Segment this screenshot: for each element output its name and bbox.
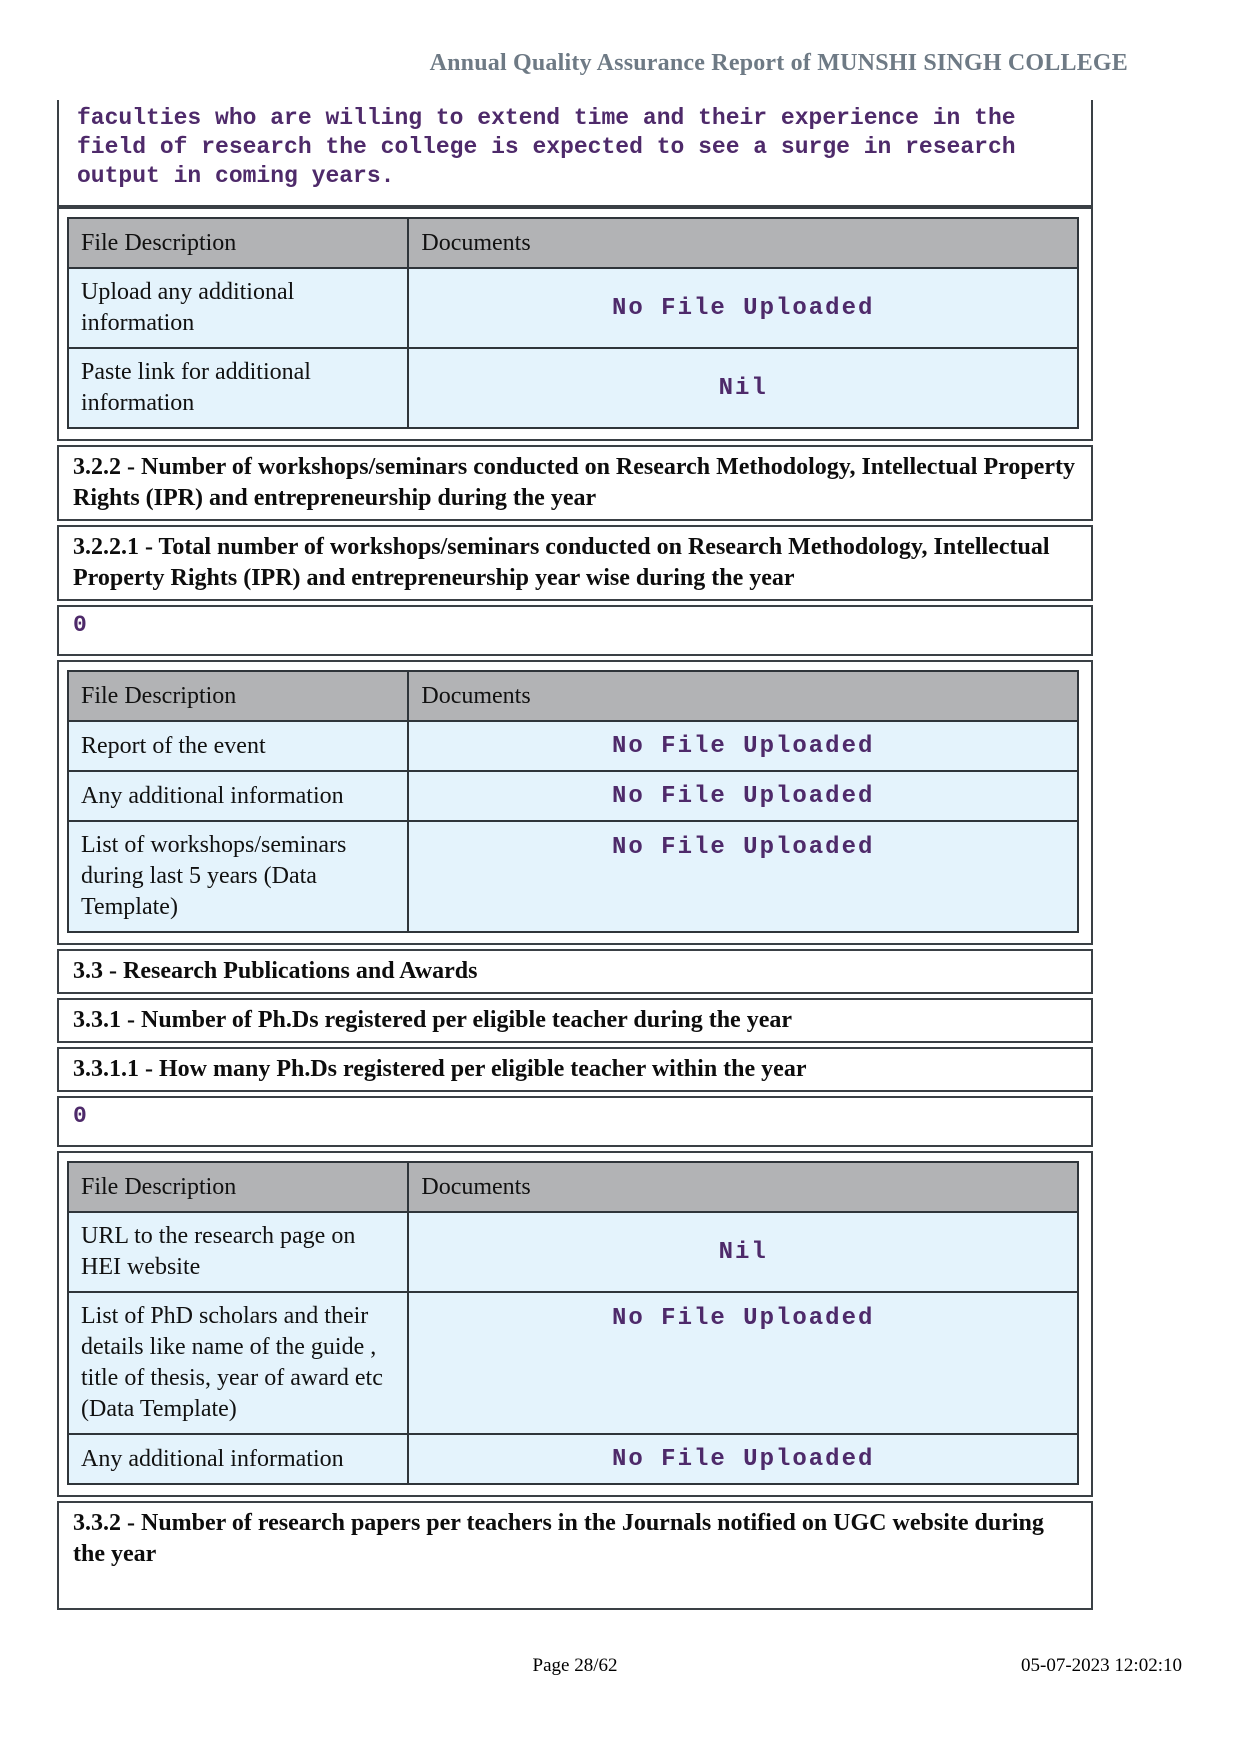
file-description-cell: Paste link for additional information (68, 348, 408, 428)
file-table-container (57, 660, 1093, 945)
file-description-cell: Upload any additional information (68, 268, 408, 348)
section-heading: 3.2.2.1 - Total number of workshops/seminars conducted on Research Methodology, Intellectual Property Rights (IPR) and entrepreneurship year wise during the year (57, 525, 1093, 601)
report-title: Annual Quality Assurance Report of MUNSHI SINGH COLLEGE (429, 50, 1128, 76)
file-description-cell: Report of the event (68, 721, 408, 771)
section-heading: 3.3.1 - Number of Ph.Ds registered per eligible teacher during the year (57, 998, 1093, 1043)
table-row (68, 771, 1078, 821)
metric-value: 0 (57, 605, 1093, 656)
column-header: File Description (68, 671, 408, 721)
table-header-row (68, 671, 1078, 721)
table-row (68, 1434, 1078, 1484)
column-header: File Description (68, 1162, 408, 1212)
document-body (57, 100, 1093, 1610)
document-status-cell: No File Uploaded (408, 771, 1078, 821)
file-description-cell: Any additional information (68, 771, 408, 821)
file-description-cell: List of PhD scholars and their details like name of the guide , title of thesis, year of award etc (Data Template) (68, 1292, 408, 1434)
column-header: Documents (408, 1162, 1078, 1212)
document-status-cell: No File Uploaded (408, 1434, 1078, 1484)
file-table-container (57, 207, 1093, 441)
table-row (68, 268, 1078, 348)
document-status-cell: No File Uploaded (408, 1292, 1078, 1434)
section-heading: 3.2.2 - Number of workshops/seminars conducted on Research Methodology, Intellectual Property Rights (IPR) and entrepreneurship during the year (57, 445, 1093, 521)
table-header-row (68, 1162, 1078, 1212)
file-description-cell: List of workshops/seminars during last 5 years (Data Template) (68, 821, 408, 932)
section-heading: 3.3.1.1 - How many Ph.Ds registered per eligible teacher within the year (57, 1047, 1093, 1092)
file-table (67, 1161, 1079, 1485)
file-description-cell: URL to the research page on HEI website (68, 1212, 408, 1292)
file-description-cell: Any additional information (68, 1434, 408, 1484)
section-heading: 3.3.2 - Number of research papers per teachers in the Journals notified on UGC website during the year (57, 1501, 1093, 1610)
table-row (68, 821, 1078, 932)
table-row (68, 1212, 1078, 1292)
section-heading: 3.3 - Research Publications and Awards (57, 949, 1093, 994)
document-status-cell: No File Uploaded (408, 721, 1078, 771)
table-row (68, 721, 1078, 771)
column-header: File Description (68, 218, 408, 268)
file-table-container (57, 1151, 1093, 1497)
document-status-cell: No File Uploaded (408, 268, 1078, 348)
column-header: Documents (408, 671, 1078, 721)
document-status-cell: No File Uploaded (408, 821, 1078, 932)
metric-value: 0 (57, 1096, 1093, 1147)
column-header: Documents (408, 218, 1078, 268)
table-row (68, 1292, 1078, 1434)
table-row (68, 348, 1078, 428)
footer-datetime: 05-07-2023 12:02:10 (1021, 1655, 1182, 1676)
file-table (67, 670, 1079, 933)
table-header-row (68, 218, 1078, 268)
narrative-paragraph: faculties who are willing to extend time and their experience in the field of research the college is expected to see a surge in research output in coming years. (57, 100, 1093, 207)
document-status-cell: Nil (408, 348, 1078, 428)
document-status-cell: Nil (408, 1212, 1078, 1292)
file-table (67, 217, 1079, 429)
footer-page-number: Page 28/62 (532, 1655, 618, 1676)
